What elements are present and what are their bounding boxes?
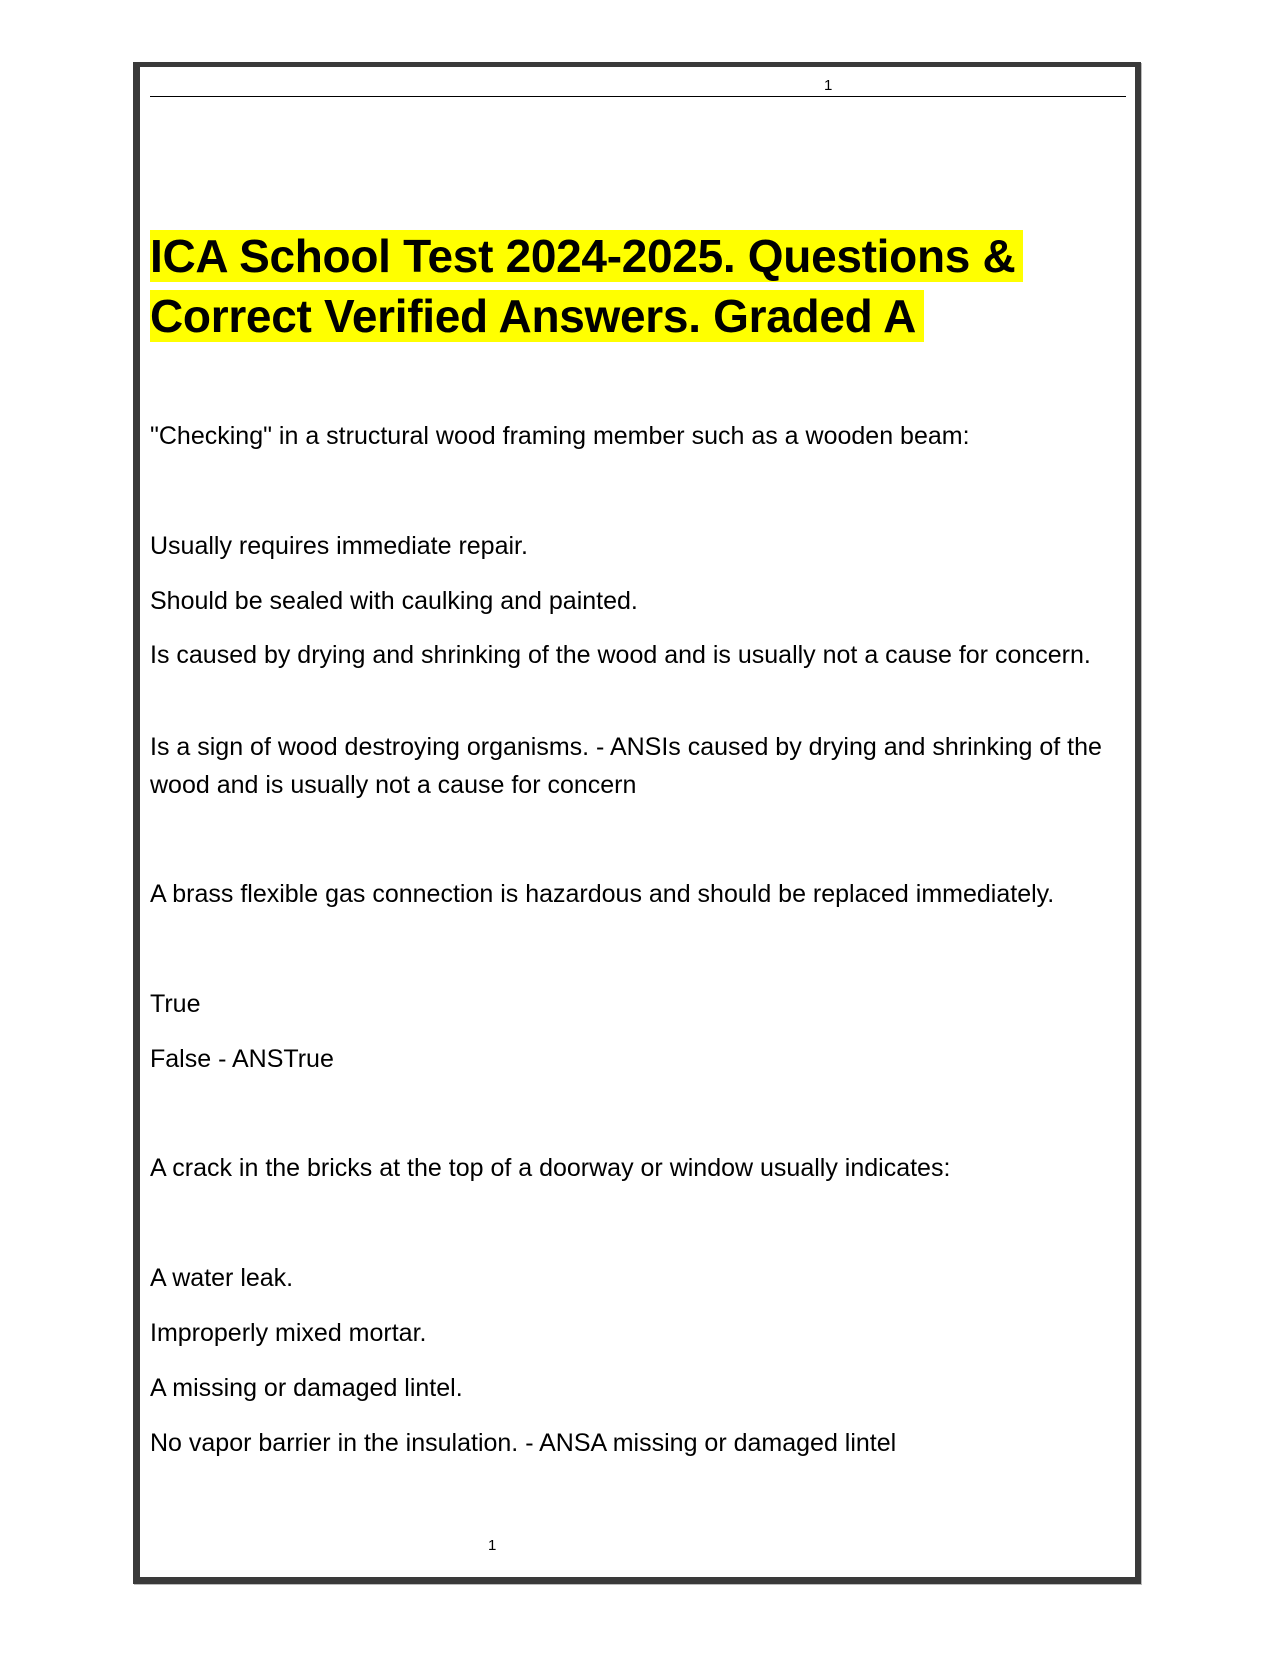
footer-page-number: 1 <box>488 1537 497 1554</box>
q3-option-4-answer: No vapor barrier in the insulation. - ANSA missing or damaged lintel <box>150 1429 897 1457</box>
q1-option-1: Usually requires immediate repair. <box>150 532 528 560</box>
q2-option-2-answer: False - ANSTrue <box>150 1045 334 1073</box>
q3-option-3: A missing or damaged lintel. <box>150 1374 463 1402</box>
header-divider <box>150 96 1126 97</box>
question-3: A crack in the bricks at the top of a doorway or window usually indicates: <box>150 1154 951 1182</box>
q1-option-3: Is caused by drying and shrinking of the wood and is usually not a cause for concern. <box>150 641 1091 669</box>
question-1: "Checking" in a structural wood framing member such as a wooden beam: <box>150 422 970 450</box>
question-2: A brass flexible gas connection is hazardous and should be replaced immediately. <box>150 880 1055 908</box>
title-highlight: ICA School Test 2024-2025. Questions & Correct Verified Answers. Graded A <box>150 230 1023 342</box>
q3-option-2: Improperly mixed mortar. <box>150 1319 427 1347</box>
q2-option-1: True <box>150 990 201 1018</box>
document-title <box>150 226 1050 346</box>
q3-option-1: A water leak. <box>150 1264 294 1292</box>
q1-option-2: Should be sealed with caulking and painted. <box>150 587 638 615</box>
q1-option-4-answer: Is a sign of wood destroying organisms. - ANSIs caused by drying and shrinking of the wood and is usually not a cause for concern <box>150 733 1102 799</box>
header-page-number: 1 <box>824 77 833 94</box>
